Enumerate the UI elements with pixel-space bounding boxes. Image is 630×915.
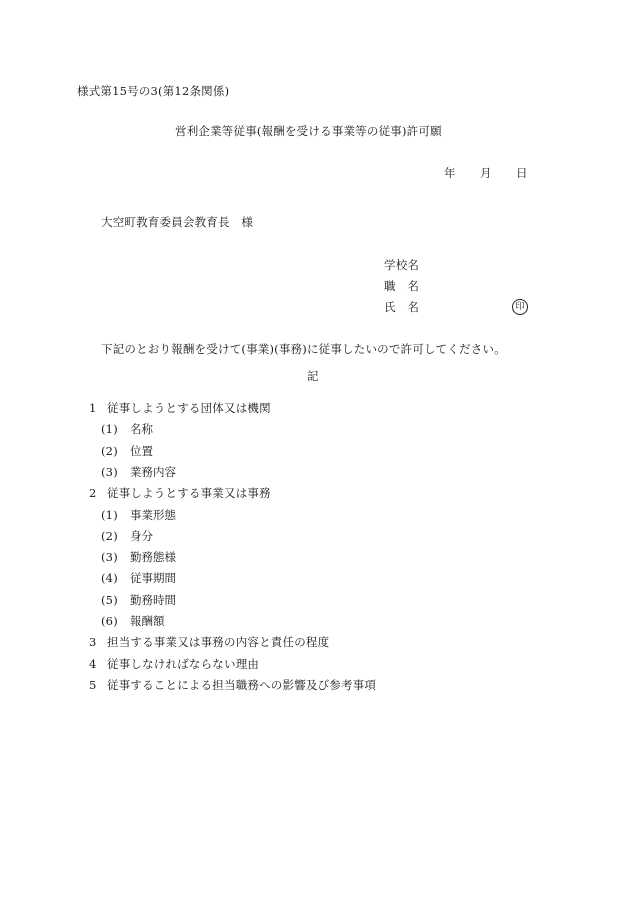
item-label: 勤務時間 [130,593,176,607]
item-number: (6) [101,614,118,628]
date-day: 日 [516,166,528,180]
item-number: (3) [101,465,118,479]
section-title: 担当する事業又は事務の内容と責任の程度 [107,635,330,649]
school-name-label: 学校名 [384,258,420,272]
item-number: (1) [101,422,118,436]
seal-mark: 印 [512,299,528,315]
item-number: (4) [101,571,118,585]
section-title: 従事することによる担当職務への影響及び参考事項 [107,678,377,692]
item-number: (1) [101,508,118,522]
date-month: 月 [480,166,492,180]
item-label: 事業形態 [130,508,176,522]
date-year: 年 [444,166,456,180]
section-number: 4 [89,657,97,671]
section-title: 従事しようとする事業又は事務 [107,486,271,500]
item-number: (5) [101,593,118,607]
item-label: 位置 [130,444,153,458]
item-label: 勤務態様 [130,550,176,564]
form-number: 様式第15号の3(第12条関係) [77,84,230,98]
section-title: 従事しようとする団体又は機関 [107,401,271,415]
document-title: 営利企業等従事(報酬を受ける事業等の従事)許可願 [175,124,442,138]
request-body-text: 下記のとおり報酬を受けて(事業)(事務)に従事したいので許可してください。 [101,342,506,356]
ki-heading: 記 [307,369,319,383]
item-number: (2) [101,529,118,543]
position-label: 職 名 [384,279,420,293]
item-label: 名称 [130,422,153,436]
name-label: 氏 名 [384,300,420,314]
item-label: 従事期間 [130,571,176,585]
addressee: 大空町教育委員会教育長 様 [101,215,254,229]
section-number: 5 [89,678,97,692]
item-label: 身分 [130,529,153,543]
item-number: (2) [101,444,118,458]
item-label: 業務内容 [130,465,176,479]
item-label: 報酬額 [130,614,165,628]
section-number: 3 [89,635,97,649]
section-number: 1 [89,401,97,415]
item-number: (3) [101,550,118,564]
section-number: 2 [89,486,97,500]
section-title: 従事しなければならない理由 [107,657,260,671]
